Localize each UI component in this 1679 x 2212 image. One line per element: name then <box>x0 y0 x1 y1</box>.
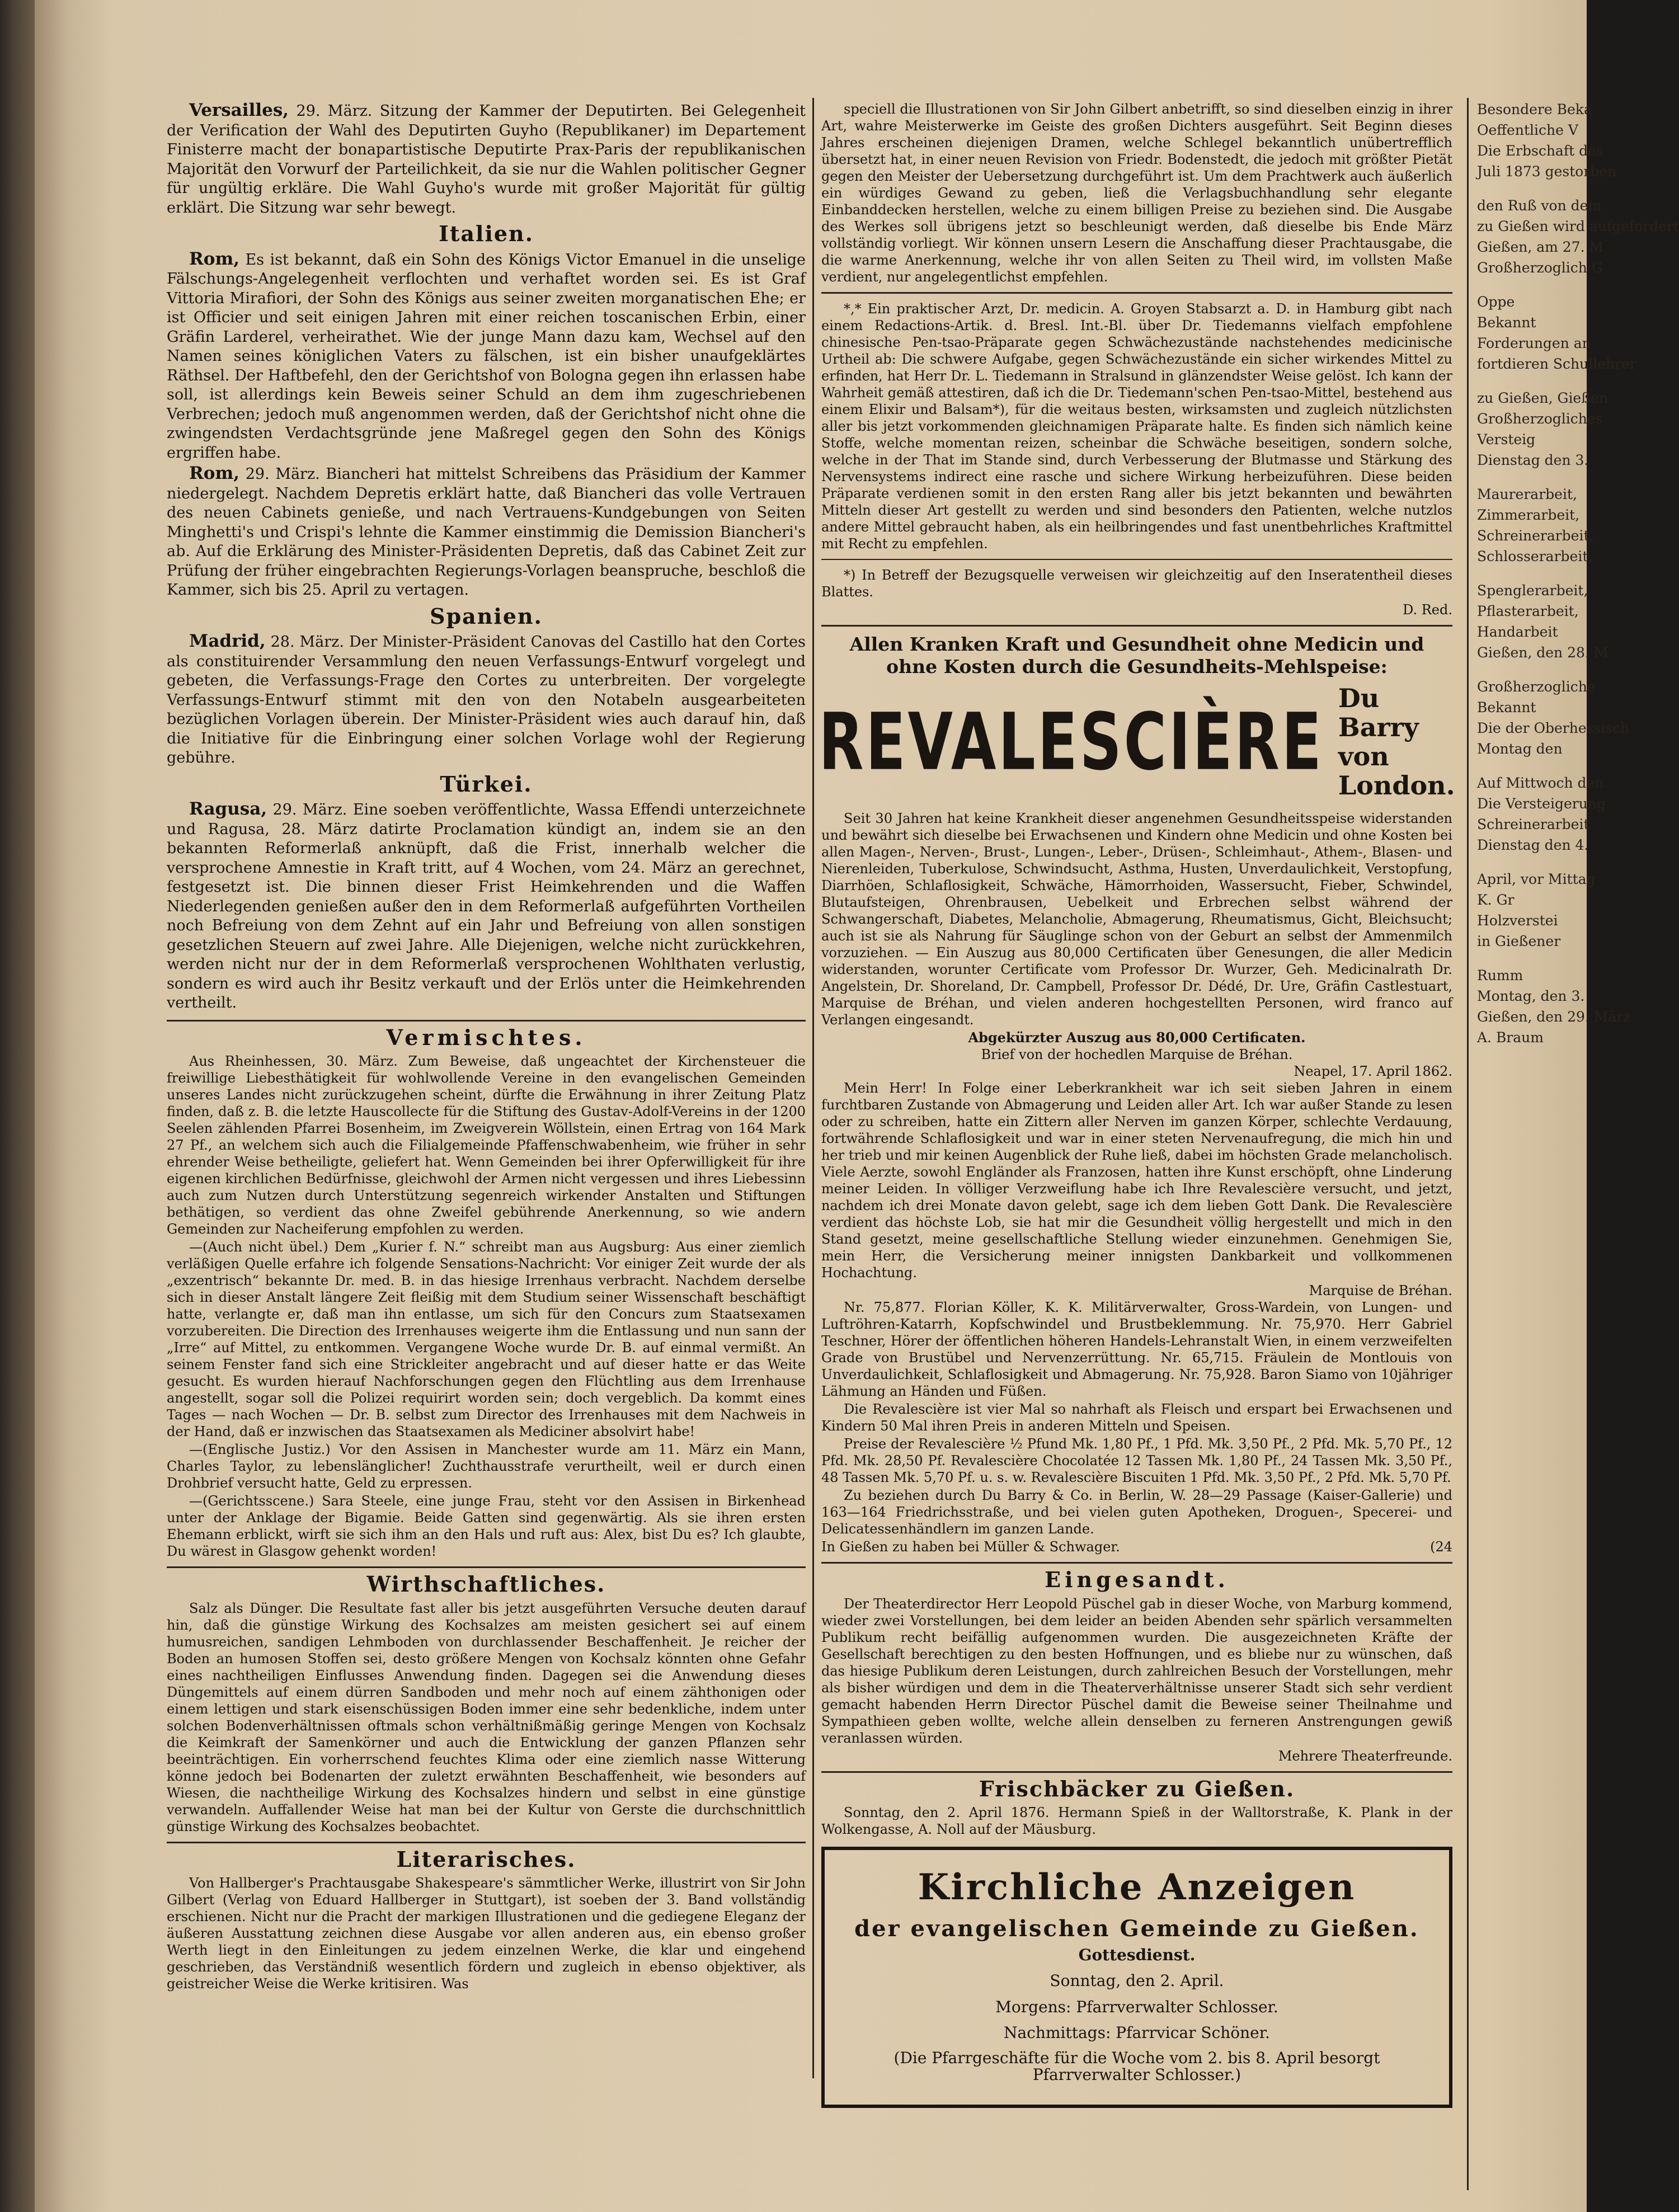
right-column-line: Maurerarbeit, <box>1477 486 1577 502</box>
article-ragusa: Ragusa, 29. März. Eine soeben veröffentlichte, Wassa Effendi unterzeichnete und Ragusa, 28. März datirte Proclamation kündigt an, indem sie an den bekannten Reformerlaß anknüpft, daß die Frist, innerhalb welcher die versprochene Amnestie in Kraft tritt, auf 4 Wochen, vom 24. März an gerechnet, festgesetzt ist. Die binnen dieser Frist Heimkehrenden und die Waffen Niederlegenden genießen außer den in dem Reformerlaß aufgeführten Vortheilen noch Befreiung von dem Zehnt auf ein Jahr und Befreiung von allen sonstigen gesetzlichen Steuern auf zwei Jahre. Alle Diejenigen, welche nicht zurückkehren, werden nicht nur der in dem Reformerlaß versprochenen Wohlthaten verlustig, sondern es wird auch ihr Besitz verkauft und der Erlös unter die Heimkehrenden vertheilt. <box>167 799 806 1011</box>
right-column-line: Auf Mittwoch den <box>1477 775 1604 791</box>
revalesciere-giessen: In Gießen zu haben bei Müller & Schwager. (24 <box>821 1539 1452 1555</box>
right-column-line: Pflasterarbeit, <box>1477 603 1579 619</box>
right-column-line: Dienstag den 3. <box>1477 452 1589 468</box>
right-column-line: Gießen, den 29. März <box>1477 1009 1631 1025</box>
section-tuerkei: Türkei. <box>440 771 533 797</box>
revalesciere-intro: Seit 30 Jahren hat keine Krankheit dieser angenehmen Gesundheitsspeise widerstanden und bewährt sich dieselbe bei Erwachsenen und Kindern ohne Medicin und ohne Kosten bei allen Magen-, Nerven-, Brust-, Lungen-, Leber-, Drüsen-, Schleimhaut-, Athem-, Blasen- und Nierenleiden, Tuberkulose, Schwindsucht, Asthma, Husten, Unverdaulichkeit, Verstopfung, Diarrhöen, Schlaflosigkeit, Schwäche, Hämorrhoiden, Wassersucht, Fieber, Schwindel, Blutaufsteigen, Ohrenbrausen, Uebelkeit und Erbrechen selbst während der Schwangerschaft, Diabetes, Melancholie, Abmagerung, Rheumatismus, Gicht, Bleichsucht; auch ist sie als Nahrung für Säuglinge schon von der Geburt an selbst der Ammenmilch vorzuziehen. — Ein Auszug aus 80,000 Certificaten über Genesungen, die aller Medicin widerstanden, worunter Certificate vom Professor Dr. Wurzer, Geh. Medicinalrath Dr. Angelstein, Dr. Shoreland, Dr. Campbell, Professor Dr. Dédé, Dr. Ure, Gräfin Castlestuart, Marquise de Bréhan, und vielen anderen hochgestellten Personen, wird franco auf Verlangen eingesandt. <box>821 811 1452 1028</box>
kirchliche-anzeigen-title: Kirchliche Anzeigen <box>918 1866 1356 1908</box>
right-column-line: April, vor Mittag <box>1477 871 1596 887</box>
article-salz: Salz als Dünger. Die Resultate fast aller bis jetzt ausgeführten Versuche deuten darauf hin, daß die günstige Wirkung des Kochsalzes am meisten gesichert sei auf einem humusreichen, sandigen Lehmboden von durchlassender Beschaffenheit. Je reicher der Boden an humosen Stoffen sei, desto größere Mengen von Kochsalz könnten ohne Gefahr eines nachtheiligen Einflusses Anwendung finden. Dagegen sei die Anwendung dieses Düngemittels auf einem dürren Sandboden und mehr noch auf einem zähthonigen oder einem lettigen und stark eisenschüssigen Boden immer eine sehr bedenkliche, indem unter solchen Bodenverhältnissen oftmals schon verhältnißmäßig geringe Mengen von Kochsalz die Keimkraft der Samenkörner und auch die Entwicklung der ganzen Pflanzen sehr beeinträchtigen. Ein vorherrschend feuchtes Klima oder eine ziemlich nasse Witterung könne jedoch bei Bodenarten der zuletzt erwähnten Beschaffenheit, wie besonders auf Wiesen, die nachtheilige Wirkung des Kochsalzes hindern und selbst in eine günstige verwandeln. Auffallender Weise hat man bei der Kultur von Gerste die durchschnittlich günstige Wirkung des Kochsalzes beobachtet. <box>167 1600 806 1834</box>
right-column-line: Dienstag den 4. <box>1477 837 1589 853</box>
revalesciere-logo-row <box>819 683 1455 801</box>
right-column-line: Die Erbschaft des <box>1477 143 1603 159</box>
article-versailles: Versailles, 29. März. Sitzung der Kammer der Deputirten. Bei Gelegenheit der Verification der Wahl des Deputirten Guyho (Republikaner) im Departement Finisterre macht der bonapartistische Deputirte Prax-Paris der republikanischen Majorität den Vorwurf der Parteilichkeit, da sie nur die Wahlen politischer Gegner für ungültig erkläre. Die Wahl Guyho's wurde mit großer Majorität für gültig erklärt. Die Sitzung war sehr bewegt. <box>167 100 806 217</box>
section-italien: Italien. <box>439 221 534 246</box>
right-column-line: Schreinerarbeit <box>1477 816 1589 832</box>
section-eingesandt: Eingesandt. <box>1045 1567 1229 1592</box>
divider <box>167 1020 806 1022</box>
right-column-line: Gießen, den 28. M <box>1477 644 1609 661</box>
right-column-line: A. Braum <box>1477 1029 1544 1046</box>
article-rom-2: Rom, 29. März. Biancheri hat mittelst Schreibens das Präsidium der Kammer niedergelegt. Nachdem Depretis erklärt hatte, daß Biancheri das volle Vertrauen des neuen Cabinets genieße, und nach Vertrauens-Kundgebungen von Seiten Minghetti's und Crispi's lehnte die Kammer einstimmig die Demission Biancheri's ab. Auf die Erklärung des Minister-Präsidenten Depretis, daß das Cabinet Zeit zur Prüfung der früher eingebrachten Regierungs-Vorlagen beanspruche, beschloß die Kammer, sich bis 25. April zu vertagen. <box>167 463 806 599</box>
right-column-line: Montag den <box>1477 741 1563 757</box>
right-column-line: Die Versteigerung <box>1477 796 1606 812</box>
column-rule-2 <box>1467 98 1469 2190</box>
right-column-line: Spenglerarbeit, <box>1477 582 1588 599</box>
right-column-line: den Ruß von dem <box>1477 197 1602 214</box>
article-rom-1: Rom, Es ist bekannt, daß ein Sohn des Königs Victor Emanuel in die unselige Fälschungs-Angelegenheit verflochten und verhaftet worden sei. Es ist Graf Vittoria Mirafiori, der Sohn des Königs aus seiner zweiten morganatischen Ehe; er ist Officier und seit einigen Jahren mit einer reichen toscanischen Erbin, einer Gräfin Larderel, verheirathet. Wie der junge Mann dazu kam, Wechsel auf den Namen seines königlichen Vaters zu fälschen, ist ein bisher unaufgeklärtes Räthsel. Der Haftbefehl, den der Gerichtshof von Bologna gegen ihn erlassen habe soll, ist allerdings kein Beweis seiner Schuld an dem ihm zugeschriebenen Verbrechen; jedoch muß angenommen werden, daß der Gerichtshof nicht ohne die zwingendsten Verdachtsgründe jene Maßregel gegen den Sohn des Königs ergriffen habe. <box>167 248 806 462</box>
right-column-line: Großherzogliches <box>1477 411 1603 427</box>
right-column-line: Holzverstei <box>1477 912 1558 929</box>
right-column-line: Montag, den 3. <box>1477 988 1585 1004</box>
right-column-line: Besondere Beka <box>1477 101 1592 117</box>
right-column-line: Bekannt <box>1477 699 1536 716</box>
gottesdienst-nachmittags: Nachmittags: Pfarrvicar Schöner. <box>1004 2023 1270 2042</box>
revalesciere-letter: Mein Herr! In Folge einer Leberkrankheit war ich seit sieben Jahren in einem furchtbaren Zustande von Abmagerung und Leiden aller Art. Ich war außer Stande zu lesen oder zu schreiben, hatte ein Zittern aller Nerven im ganzen Körper, schlechte Verdauung, fortwährende Schlaflosigkeit und war in einer steten Nervenaufregung, die mich hin und her trieb und mir keinen Augenblick der Ruhe ließ, dabei im höchsten Grade melancholisch. Viele Aerzte, sowohl Engländer als Franzosen, hatten ihre Kunst erschöpft, ohne Linderung meiner Leiden. In völliger Verzweiflung habe ich Ihre Revalescière versucht, und jetzt, nachdem ich drei Monate davon gelebt, sage ich dem lieben Gott Dank. Die Revalescière verdient das höchste Lob, sie hat mir die Gesundheit völlig hergestellt und mich in den Stand gesetzt, meine gesellschaftliche Stellung wieder einzunehmen. Genehmigen Sie, mein Herr, die Versicherung meiner innigsten Dankbarkeit und vollkommenen Hochachtung. <box>821 1080 1452 1281</box>
revalesciere-headline: Allen Kranken Kraft und Gesundheit ohne Medicin und ohne Kosten durch die Gesundheits-Mehlspeise: <box>849 633 1424 677</box>
section-vermischtes: Vermischtes. <box>386 1024 586 1050</box>
article-augsburg: —(Auch nicht übel.) Dem „Kurier f. N.“ schreibt man aus Augsburg: Aus einer ziemlich verläßigen Quelle erfahre ich folgende Sensations-Nachricht: Vor einiger Zeit wurde der als „exzentrisch“ bekannte Dr. med. B. in das hiesige Irrenhaus verbracht. Nachdem derselbe sich in dieser Anstalt längere Zeit fleißig mit dem Studium seiner Wissenschaft beschäftigt hatte, verlangte er, daß man ihn entlasse, um sich für den Concurs zum Staatsexamen vorzubereiten. Die Direction des Irrenhauses weigerte ihm die Entlassung und nun sann der „Irre“ auf Mittel, zu entkommen. Vergangene Woche wurde Dr. B. auf einmal vermißt. An seinem Fenster fand sich eine Strickleiter angebracht und auf dieser hatte er das Weite gesucht. Es wurden hierauf Nachforschungen gegen den Flüchtling aus dem Irrenhause angestellt, sogar soll die Polizei requirirt worden sein; doch vergeblich. Da kommt eines Tages — nach Wochen — Dr. B. selbst zum Director des Irrenhauses mit dem Nachweis in der Hand, daß er inzwischen das Staatsexamen als Mediciner absolvirt habe! <box>167 1239 806 1439</box>
right-column-line: Zimmerarbeit, <box>1477 507 1580 523</box>
article-praktischer-arzt: *,* Ein praktischer Arzt, Dr. medicin. A. Groyen Stabsarzt a. D. in Hamburg gibt nach einem Redactions-Artik. d. Bresl. Int.-Bl. über Dr. Tiedemanns vielfach empfohlene chinesische Pen-tsao-Präparate gegen Schwächezustände nachstehendes medicinische Urtheil ab: Die schwere Aufgabe, gegen Schwächezustände ein sicher wirkendes Mittel zu erfinden, hat Herr Dr. L. Tiedemann in Stralsund in glänzendster Weise gelöst. Ich kann der Wahrheit gemäß attestiren, daß ich die Dr. Tiedemann'schen Pen-tsao-Mittel, bestehend aus einem Elixir und Balsam*), für die weitaus besten, wirksamsten und zugleich nützlichsten aller bis jetzt vorkommenden gleichnamigen Präparate halte. Es finden sich nämlich keine Stoffe, welche momentan reizen, scheinbar die Schwäche beseitigen, sondern solche, welche in der That im Stande sind, durch Verbesserung der Blutmasse und Stärkung des Nervensystems indirect eine rasche und sichere Wirkung herbeizuführen. Diese beiden Präparate verdienen somit in den ersten Rang aller bis jetzt bekannten und bewährten Mitteln dieser Art gestellt zu werden und sind besonders den Patienten, welche nutzlos andere Mittel gebraucht haben, als ein heilbringendes und fast unentbehrliches Kraftmittel mit Recht zu empfehlen. <box>821 301 1452 552</box>
divider <box>167 1566 806 1568</box>
right-column-line: zu Gießen wird aufgefordert <box>1477 218 1679 234</box>
revalesciere-prices: Preise der Revalescière ½ Pfund Mk. 1,80 Pf., 1 Pfd. Mk. 3,50 Pf., 2 Pfd. Mk. 5,70 Pf., 12 Pfd. Mk. 28,50 Pf. Revalescière Chocolatée 12 Tassen Mk. 1,80 Pf., 24 Tassen Mk. 3,50 Pf., 48 Tassen Mk. 5,70 Pf. u. s. w. Revalescière Biscuiten 1 Pfd. Mk. 3,50 Pf., 2 Pfd. Mk. 5,70 Pf. <box>821 1436 1452 1485</box>
arzt-signature: D. Red. <box>1403 602 1452 618</box>
divider <box>821 1771 1452 1773</box>
gottesdienst-morgens: Morgens: Pfarrverwalter Schlosser. <box>995 1997 1278 2016</box>
article-hallberger: Von Hallberger's Prachtausgabe Shakespeare's sämmtlicher Werke, illustrirt von Sir John Gilbert (Verlag von Eduard Hallberger in Stuttgart), ist soeben der 3. Band vollständig erschienen. Nicht nur die Pracht der markigen Illustrationen und die gediegene Eleganz der äußeren Ausstattung zeichnen diese Ausgabe vor allen anderen aus, ein ebenso großer Werth liegt in den Einleitungen zu jedem einzelnen Werke, die klar und eingehend geschrieben, das Verständniß wesentlich fördern und zugleich in ebenso objektiver, als geistreicher Weise die Werke kritisiren. Was <box>167 1875 806 1992</box>
right-column-line: Oppe <box>1477 294 1515 310</box>
gottesdienst-heading: Gottesdienst. <box>1078 1945 1196 1964</box>
right-column-line: Juli 1873 gestorben <box>1477 163 1617 180</box>
right-column-line: Gießen, am 27. M <box>1477 239 1604 255</box>
column-rule-1 <box>812 98 814 2078</box>
arzt-footnote: *) In Betreff der Bezugsquelle verweisen wir gleichzeitig auf den Inseratentheil dieses Blattes. <box>821 567 1452 600</box>
article-theater: Der Theaterdirector Herr Leopold Püschel gab in dieser Woche, von Marburg kommend, wieder zwei Vorstellungen, bei dem leider an beiden Abenden sehr spärlich versammelten Publikum recht beifällig aufgenommen wurden. Die ausgezeichneten Kräfte der Gesellschaft berechtigen zu den besten Hoffnungen, und es bliebe nur zu wünschen, daß das hiesige Publikum deren Leistungen, durch zahlreichen Besuch der Vorstellungen, mehr als bisher würdigen und dem in die Theaterverhältnisse unserer Stadt sich sehr verdient gemacht habenden Herrn Director Püschel damit die Beweise seiner Theilnahme und Sympathieen geben wollte, welche allein denselben zu ferneren Anstrengungen gewiß veranlassen würden. <box>821 1596 1452 1746</box>
right-column-line: Schreinerarbeit, <box>1477 528 1594 544</box>
article-rheinhessen: Aus Rheinhessen, 30. März. Zum Beweise, daß ungeachtet der Kirchensteuer die freiwillige Liebesthätigkeit für wohlwollende Vereine in den evangelischen Gemeinden unseres Landes nicht zurückzugehen scheint, dürfte die Erwähnung in ihrer Zeitung Platz finden, daß z. B. die letzte Hauscollecte für die Stiftung des Gustav-Adolf-Vereins in der 1200 Seelen zählenden Pfarrei Bosenheim, im Zweigverein Wöllstein, einen Ertrag von 164 Mark 27 Pf., an welchem sich auch die Filialgemeinde Pfaffenschwabenheim, wie früher in sehr ehrender Weise betheiligte, geliefert hat. Wenn Gemeinden bei ihrer Opferwilligkeit für ihre eigenen kirchlichen Bedürfnisse, gleichwohl der Armen nicht vergessen und ihres Liebessinn auch zum Nutzen durch Unterstützung segenreich wirkender Anstalten und Stiftungen bethätigen, so verdient das ohne Zweifel gebührende Anerkennung, so wie andern Gemeinden zur Nacheiferung empfohlen zu werden. <box>167 1053 806 1237</box>
divider <box>167 1842 806 1843</box>
revalesciere-bezug: Zu beziehen durch Du Barry & Co. in Berlin, W. 28—29 Passage (Kaiser-Gallerie) und 163—164 Friedrichsstraße, und bei vielen guten Apotheken, Droguen-, Specerei- und Delicatessenhändlern im ganzen Lande. <box>821 1488 1452 1537</box>
revalesciere-nutrition: Die Revalescière ist vier Mal so nahrhaft als Fleisch und erspart bei Erwachsenen und Kindern 50 Mal ihren Preis in anderen Mitteln und Speisen. <box>821 1401 1452 1434</box>
divider <box>821 1562 1452 1564</box>
book-binding <box>0 0 35 2212</box>
right-column-line: Versteig <box>1477 431 1536 448</box>
revalesciere-logo: REVALESCIÈRE <box>819 695 1324 788</box>
right-column-line: Bekannt <box>1477 314 1536 331</box>
article-englische-justiz: —(Englische Justiz.) Vor den Assisen in Manchester wurde am 11. März ein Mann, Charles Taylor, zu lebenslänglicher! Zuchthausstrafe verurtheilt, weil er durch einen Drohbrief versucht hatte, Geld zu erpressen. <box>167 1442 806 1491</box>
right-column-line: Die der Oberhessisch <box>1477 720 1630 736</box>
section-literarisches: Literarisches. <box>396 1846 576 1872</box>
revalesciere-auszug: Abgekürzter Auszug aus 80,000 Certificaten. <box>968 1029 1306 1046</box>
column-middle <box>819 101 1455 2108</box>
right-column-line: Forderungen an <box>1477 335 1591 351</box>
divider <box>821 292 1452 294</box>
right-column-line: zu Gießen, Gießen <box>1477 390 1608 406</box>
article-madrid: Madrid, 28. März. Der Minister-Präsident Canovas del Castillo hat den Cortes als constituirender Versammlung den neuen Verfassungs-Entwurf vorgelegt und gebeten, die Verfassungs-Frage den Cortes zu unterbreiten. Der vorgelegte Verfassungs-Entwurf stimmt mit den von den Notabeln ausgearbeiteten bezüglichen Vorlagen überein. Der Minister-Präsident wies auch darauf hin, daß die Initiative für die Einbringung einer solchen Vorlage wohl der Regierung gebühre. <box>167 631 806 766</box>
divider <box>821 625 1452 627</box>
section-wirthschaftliches: Wirthschaftliches. <box>366 1571 606 1597</box>
theater-signature: Mehrere Theaterfreunde. <box>1278 1748 1452 1764</box>
kirchliche-anzeigen-box <box>821 1847 1452 2108</box>
right-column-line: Rumm <box>1477 967 1523 983</box>
right-column-line: Großherzogliche <box>1477 679 1596 695</box>
revalesciere-brief: Brief von der hochedlen Marquise de Bréhan. <box>981 1047 1293 1062</box>
column-right-partial <box>1477 101 1679 1063</box>
right-column-line: Oeffentliche V <box>1477 122 1578 138</box>
section-frischbaecker: Frischbäcker zu Gießen. <box>979 1776 1295 1801</box>
column-left <box>167 101 806 1993</box>
revalesciere-signature: Marquise de Bréhan. <box>1309 1283 1452 1298</box>
article-gerichtsscene: —(Gerichtsscene.) Sara Steele, eine junge Frau, steht vor den Assisen in Birkenhead unter der Anklage der Bigamie. Beide Gatten sind gegenwärtig. Als sie ihren ersten Ehemann erblickt, wirft sie sich ihm an den Hals und ruft aus: Alex, bist Du es? Ich glaubte, Du wärest in Glasgow gehenkt worden! <box>167 1493 806 1559</box>
section-spanien: Spanien. <box>430 603 543 629</box>
right-column-line: K. Gr <box>1477 892 1515 908</box>
revalesciere-certificates: Nr. 75,877. Florian Köller, K. K. Militärverwalter, Gross-Wardein, von Lungen- und Luftröhren-Katarrh, Kopfschwindel und Brustbeklemmung. Nr. 75,970. Herr Gabriel Teschner, Hörer der öffentlichen höheren Handels-Lehranstalt Wien, in einem verzweifelten Grade von Brustübel und Nervenzerrüttung. Nr. 65,715. Fräulein de Montlouis von Unverdaulichkeit, Schlaflosigkeit und Abmagerung. Nr. 75,928. Baron Siamo von 10jähriger Lähmung an Händen und Füßen. <box>821 1300 1452 1399</box>
right-column-line: Schlosserarbeit, <box>1477 548 1593 564</box>
divider <box>821 559 1452 560</box>
kirchliche-anzeigen-subtitle: der evangelischen Gemeinde zu Gießen. <box>854 1916 1419 1942</box>
revalesciere-brand: Du Barry von London. <box>1338 683 1455 801</box>
article-hallberger-continued: speciell die Illustrationen von Sir John Gilbert anbetrifft, so sind dieselben einzig in ihrer Art, wahre Meisterwerke im Geiste des großen Dichters ausgeführt. Seit Beginn dieses Jahres erscheinen diejenigen Dramen, welche Schlegel bekanntlich unübertrefflich übersetzt hat, in einer neuen Revision von Friedr. Bodenstedt, die jedoch mit größter Pietät gegen den Meister der Uebersetzung durchgeführt ist. Um dem Prachtwerk auch äußerlich ein würdiges Gewand zu geben, ließ die Verlagsbuchhandlung sehr elegante Einbanddecken herstellen, welche zu einem billigen Preise zu beziehen sind. Die Ausgabe des Werkes soll übrigens jetzt so beschleunigt werden, daß dieselbe bis Ende März vollständig vorliegt. Wir können unsern Lesern die Anschaffung dieser Prachtausgabe, die die warme Anerkennung, welche ihr von allen Seiten zu Theil wird, im vollsten Maße verdient, nur angelegentlichst empfehlen. <box>821 101 1452 285</box>
right-column-line: in Gießener <box>1477 933 1561 949</box>
frischbaecker-list: Sonntag, den 2. April 1876. Hermann Spieß in der Walltorstraße, K. Plank in der Wolkengasse, A. Noll auf der Mäusburg. <box>821 1805 1452 1837</box>
right-column-line: Großherzoglich G <box>1477 260 1603 276</box>
revalesciere-date: Neapel, 17. April 1862. <box>1294 1063 1452 1079</box>
gottesdienst-date: Sonntag, den 2. April. <box>1050 1971 1224 1990</box>
pfarrgeschaefte-note: (Die Pfarrgeschäfte für die Woche vom 2. bis 8. April besorgt Pfarrverwalter Schlosser.) <box>893 2048 1380 2084</box>
right-column-line: Handarbeit <box>1477 624 1558 640</box>
right-column-line: fortdieren Schullehrer <box>1477 356 1636 372</box>
